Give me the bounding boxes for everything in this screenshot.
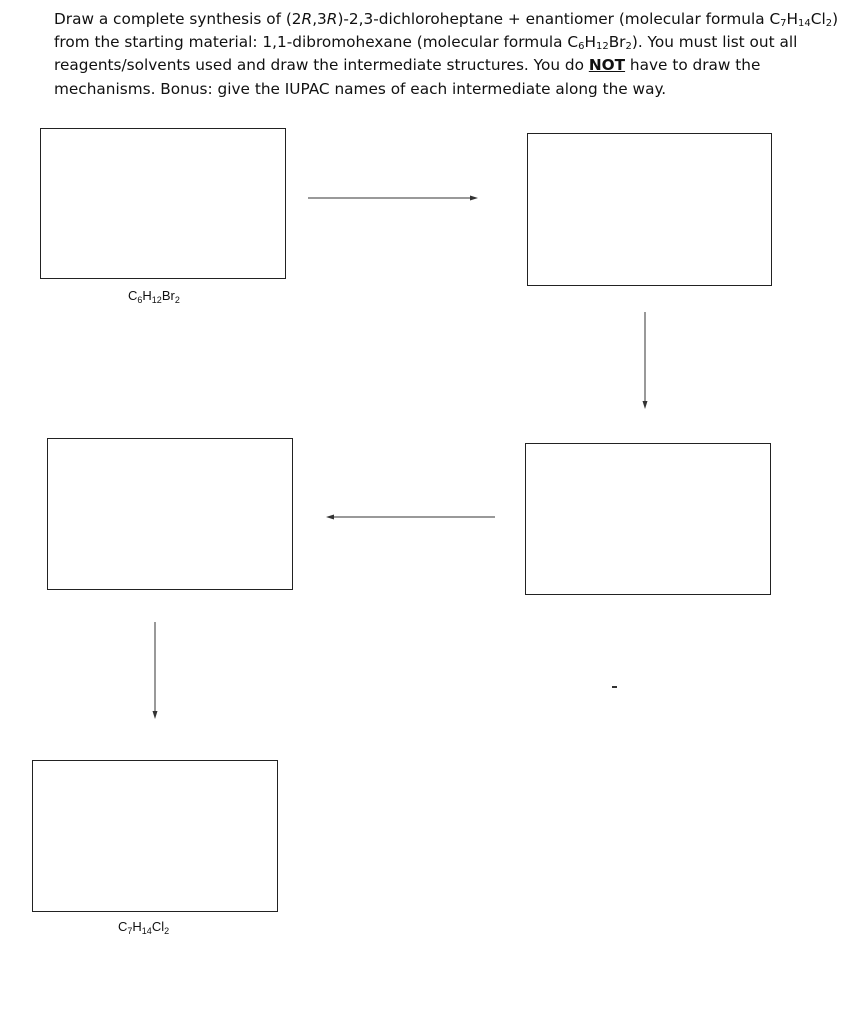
emphasis-not: NOT (588, 56, 626, 75)
stray-mark (612, 686, 617, 688)
starting-material-formula: $C_6H_{12}Br_2$ (128, 288, 180, 305)
product-formula: $C_7H_{14}Cl_2$ (118, 919, 170, 936)
arrow-left-step-3 (326, 515, 495, 520)
arrow-down-step-2 (643, 312, 648, 409)
arrow-right-step-1 (308, 196, 478, 201)
question-text: Draw a complete synthesis of (2R,3R)-2,3-dichloroheptane + enantiomer (molecular formula $C_7H_{14}Cl_2$) from the starting material: 1,1-dibromohexane (molecular formula $C_6H_{12}Br_2$). You must list out all reagents/solvents used and draw the intermediate structures. You do NOT have to draw the mechanisms. Bonus: give the IUPAC names of each intermediate along the way. (54, 10, 839, 98)
arrow-down-step-4 (153, 622, 158, 719)
